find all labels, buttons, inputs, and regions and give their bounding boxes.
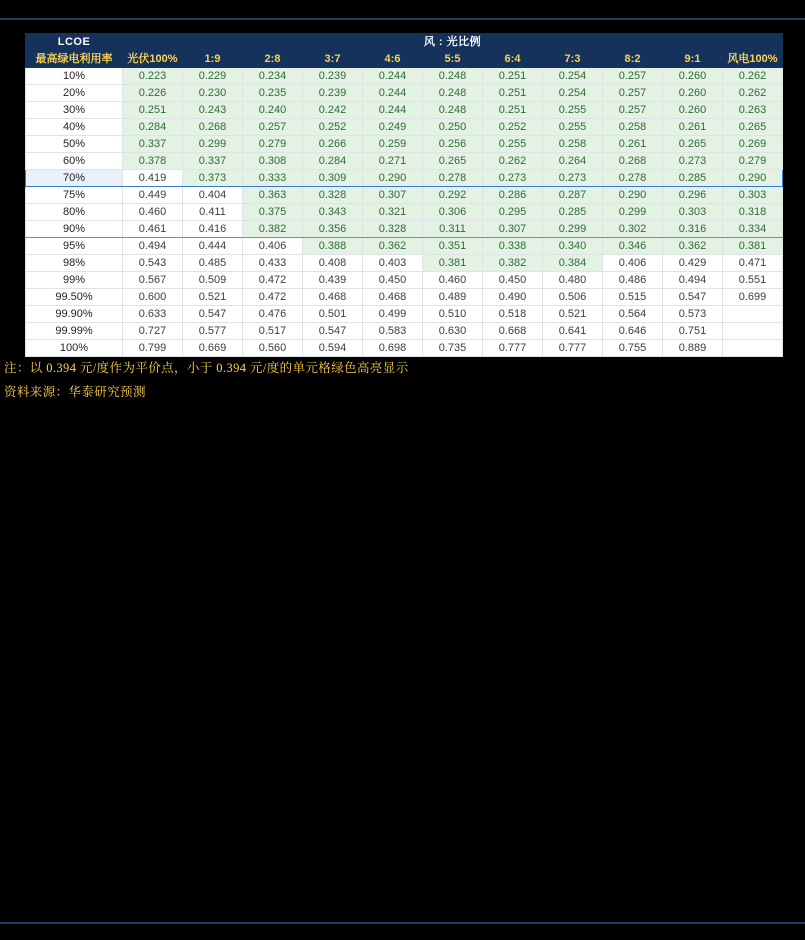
table-cell: 0.328 [303,187,363,204]
notes-block [4,358,794,402]
table-cell [723,323,783,340]
table-cell: 0.494 [123,238,183,255]
table-cell: 0.260 [663,68,723,85]
table-cell: 0.429 [663,255,723,272]
row-label: 99.99% [26,323,123,340]
table-cell: 0.351 [423,238,483,255]
column-header: 6:4 [483,51,543,68]
row-label: 70% [26,170,123,187]
table-cell: 0.287 [543,187,603,204]
row-label: 80% [26,204,123,221]
row-label: 99.90% [26,306,123,323]
table-cell: 0.499 [363,306,423,323]
table-cell: 0.419 [123,170,183,187]
row-label: 98% [26,255,123,272]
table-cell: 0.449 [123,187,183,204]
lcoe-table-container [25,33,782,357]
table-cell: 0.751 [663,323,723,340]
table-cell: 0.468 [303,289,363,306]
table-cell: 0.261 [603,136,663,153]
column-header: 5:5 [423,51,483,68]
table-cell: 0.406 [243,238,303,255]
table-row [26,170,783,187]
table-cell: 0.303 [723,187,783,204]
table-cell: 0.273 [543,170,603,187]
table-cell: 0.334 [723,221,783,238]
table-cell: 0.382 [243,221,303,238]
table-cell: 0.506 [543,289,603,306]
column-header: 1:9 [183,51,243,68]
table-cell: 0.404 [183,187,243,204]
table-cell: 0.472 [243,272,303,289]
row-label: 75% [26,187,123,204]
table-cell: 0.278 [423,170,483,187]
table-cell: 0.328 [363,221,423,238]
table-cell: 0.444 [183,238,243,255]
table-cell: 0.256 [423,136,483,153]
table-cell: 0.249 [363,119,423,136]
table-cell: 0.362 [363,238,423,255]
table-cell: 0.388 [303,238,363,255]
table-cell: 0.337 [123,136,183,153]
table-cell: 0.251 [483,68,543,85]
table-header [26,34,783,68]
table-header-row-columns [26,51,783,68]
table-cell: 0.308 [243,153,303,170]
table-cell: 0.299 [603,204,663,221]
lcoe-table [25,33,783,357]
table-cell: 0.547 [183,306,243,323]
table-cell: 0.560 [243,340,303,357]
table-cell: 0.333 [243,170,303,187]
column-header: 风电100% [723,51,783,68]
table-cell: 0.373 [183,170,243,187]
table-cell: 0.248 [423,102,483,119]
table-cell: 0.633 [123,306,183,323]
table-cell: 0.257 [243,119,303,136]
bottom-divider [0,922,805,924]
table-cell: 0.258 [603,119,663,136]
table-cell: 0.384 [543,255,603,272]
table-cell: 0.303 [663,204,723,221]
table-cell: 0.285 [543,204,603,221]
table-cell: 0.450 [483,272,543,289]
table-cell: 0.362 [663,238,723,255]
row-label: 40% [26,119,123,136]
table-cell: 0.286 [483,187,543,204]
table-row [26,153,783,170]
table-cell: 0.316 [663,221,723,238]
table-cell: 0.299 [543,221,603,238]
table-cell: 0.641 [543,323,603,340]
table-cell: 0.468 [363,289,423,306]
table-cell: 0.265 [663,136,723,153]
table-cell: 0.279 [723,153,783,170]
column-header: 光伏100% [123,51,183,68]
table-cell: 0.594 [303,340,363,357]
table-cell: 0.480 [543,272,603,289]
table-cell: 0.299 [183,136,243,153]
table-cell: 0.573 [663,306,723,323]
table-cell: 0.273 [663,153,723,170]
table-cell: 0.244 [363,102,423,119]
table-cell: 0.471 [723,255,783,272]
source-text: 资料来源：华泰研究预测 [4,385,146,399]
table-row [26,340,783,357]
table-cell: 0.515 [603,289,663,306]
table-cell: 0.284 [303,153,363,170]
table-cell: 0.242 [303,102,363,119]
table-cell: 0.254 [543,68,603,85]
table-row [26,85,783,102]
table-cell: 0.240 [243,102,303,119]
table-row [26,238,783,255]
table-cell: 0.311 [423,221,483,238]
table-cell: 0.262 [723,68,783,85]
table-cell: 0.252 [483,119,543,136]
table-cell: 0.521 [183,289,243,306]
table-cell: 0.735 [423,340,483,357]
table-cell: 0.517 [243,323,303,340]
table-cell: 0.668 [483,323,543,340]
table-cell: 0.264 [543,153,603,170]
table-cell: 0.501 [303,306,363,323]
table-cell: 0.567 [123,272,183,289]
row-label: 20% [26,85,123,102]
table-cell: 0.292 [423,187,483,204]
table-row [26,255,783,272]
table-cell: 0.244 [363,68,423,85]
table-cell: 0.257 [603,85,663,102]
column-header: 4:6 [363,51,423,68]
table-cell: 0.543 [123,255,183,272]
table-cell: 0.489 [423,289,483,306]
table-row [26,68,783,85]
table-cell: 0.777 [483,340,543,357]
table-cell: 0.259 [363,136,423,153]
table-cell: 0.295 [483,204,543,221]
table-cell: 0.450 [363,272,423,289]
table-row [26,119,783,136]
table-cell: 0.254 [543,85,603,102]
table-cell: 0.340 [543,238,603,255]
table-cell: 0.257 [603,68,663,85]
table-cell: 0.416 [183,221,243,238]
table-row [26,323,783,340]
table-cell: 0.251 [123,102,183,119]
row-label: 10% [26,68,123,85]
table-body [26,68,783,357]
table-cell: 0.476 [243,306,303,323]
table-cell: 0.251 [483,102,543,119]
table-cell: 0.630 [423,323,483,340]
table-cell: 0.252 [303,119,363,136]
corner-label-lcoe: LCOE [26,34,123,51]
row-label: 60% [26,153,123,170]
corner-label-max-green-utilization: 最高绿电利用率 [26,51,123,68]
table-cell: 0.248 [423,68,483,85]
table-cell: 0.290 [603,187,663,204]
column-header: 2:8 [243,51,303,68]
table-cell: 0.547 [303,323,363,340]
table-cell: 0.799 [123,340,183,357]
table-cell: 0.290 [363,170,423,187]
table-cell: 0.577 [183,323,243,340]
column-header: 7:3 [543,51,603,68]
table-cell: 0.307 [363,187,423,204]
table-cell: 0.460 [123,204,183,221]
table-cell: 0.265 [423,153,483,170]
table-cell: 0.338 [483,238,543,255]
table-cell: 0.302 [603,221,663,238]
table-cell: 0.346 [603,238,663,255]
table-cell: 0.406 [603,255,663,272]
table-cell: 0.699 [723,289,783,306]
table-cell: 0.669 [183,340,243,357]
table-cell: 0.461 [123,221,183,238]
table-cell: 0.244 [363,85,423,102]
table-cell: 0.485 [183,255,243,272]
table-cell: 0.600 [123,289,183,306]
table-row [26,187,783,204]
table-row [26,102,783,119]
table-cell: 0.321 [363,204,423,221]
row-label: 50% [26,136,123,153]
table-cell: 0.343 [303,204,363,221]
table-cell: 0.255 [543,119,603,136]
table-cell: 0.263 [723,102,783,119]
table-cell: 0.486 [603,272,663,289]
row-label: 99.50% [26,289,123,306]
table-row [26,204,783,221]
table-cell: 0.337 [183,153,243,170]
table-row [26,221,783,238]
table-row [26,272,783,289]
table-cell: 0.234 [243,68,303,85]
table-cell: 0.472 [243,289,303,306]
table-cell: 0.250 [423,119,483,136]
table-cell [723,340,783,357]
table-cell [723,306,783,323]
table-cell: 0.490 [483,289,543,306]
table-cell: 0.268 [183,119,243,136]
table-cell: 0.260 [663,102,723,119]
table-cell: 0.278 [603,170,663,187]
table-cell: 0.251 [483,85,543,102]
table-cell: 0.521 [543,306,603,323]
row-label: 99% [26,272,123,289]
table-cell: 0.309 [303,170,363,187]
table-cell: 0.382 [483,255,543,272]
table-cell: 0.229 [183,68,243,85]
table-cell: 0.494 [663,272,723,289]
table-cell: 0.403 [363,255,423,272]
table-cell: 0.269 [723,136,783,153]
table-cell: 0.239 [303,68,363,85]
table-cell: 0.262 [723,85,783,102]
table-cell: 0.356 [303,221,363,238]
table-cell: 0.755 [603,340,663,357]
table-cell: 0.258 [543,136,603,153]
row-label: 95% [26,238,123,255]
row-label: 90% [26,221,123,238]
table-cell: 0.547 [663,289,723,306]
table-cell: 0.583 [363,323,423,340]
table-cell: 0.460 [423,272,483,289]
table-cell: 0.381 [423,255,483,272]
table-cell: 0.290 [723,170,783,187]
column-header: 8:2 [603,51,663,68]
table-cell: 0.243 [183,102,243,119]
table-cell: 0.363 [243,187,303,204]
table-cell: 0.518 [483,306,543,323]
table-row [26,289,783,306]
table-cell: 0.698 [363,340,423,357]
table-cell: 0.255 [543,102,603,119]
table-row [26,306,783,323]
table-cell: 0.375 [243,204,303,221]
table-cell: 0.381 [723,238,783,255]
table-cell: 0.510 [423,306,483,323]
table-cell: 0.266 [303,136,363,153]
table-cell: 0.271 [363,153,423,170]
table-row [26,136,783,153]
table-cell: 0.226 [123,85,183,102]
table-cell: 0.257 [603,102,663,119]
table-cell: 0.230 [183,85,243,102]
table-cell: 0.727 [123,323,183,340]
table-cell: 0.268 [603,153,663,170]
table-cell: 0.433 [243,255,303,272]
table-cell: 0.279 [243,136,303,153]
table-cell: 0.408 [303,255,363,272]
top-divider [0,18,805,20]
table-cell: 0.306 [423,204,483,221]
row-label: 100% [26,340,123,357]
row-label: 30% [26,102,123,119]
table-cell: 0.378 [123,153,183,170]
table-cell: 0.564 [603,306,663,323]
table-cell: 0.296 [663,187,723,204]
table-cell: 0.273 [483,170,543,187]
table-cell: 0.223 [123,68,183,85]
table-cell: 0.551 [723,272,783,289]
table-cell: 0.889 [663,340,723,357]
table-cell: 0.239 [303,85,363,102]
table-cell: 0.411 [183,204,243,221]
table-cell: 0.307 [483,221,543,238]
table-cell: 0.248 [423,85,483,102]
table-cell: 0.260 [663,85,723,102]
column-header: 3:7 [303,51,363,68]
table-cell: 0.439 [303,272,363,289]
table-cell: 0.261 [663,119,723,136]
table-cell: 0.235 [243,85,303,102]
note-text: 注：以 0.394 元/度作为平价点，小于 0.394 元/度的单元格绿色高亮显示 [4,361,409,375]
group-header-wind-solar-ratio: 风 : 光比例 [123,34,783,51]
table-cell: 0.262 [483,153,543,170]
table-cell: 0.777 [543,340,603,357]
table-cell: 0.285 [663,170,723,187]
table-cell: 0.255 [483,136,543,153]
table-cell: 0.509 [183,272,243,289]
table-header-row-group [26,34,783,51]
table-cell: 0.646 [603,323,663,340]
table-cell: 0.284 [123,119,183,136]
column-header: 9:1 [663,51,723,68]
table-cell: 0.318 [723,204,783,221]
table-cell: 0.265 [723,119,783,136]
